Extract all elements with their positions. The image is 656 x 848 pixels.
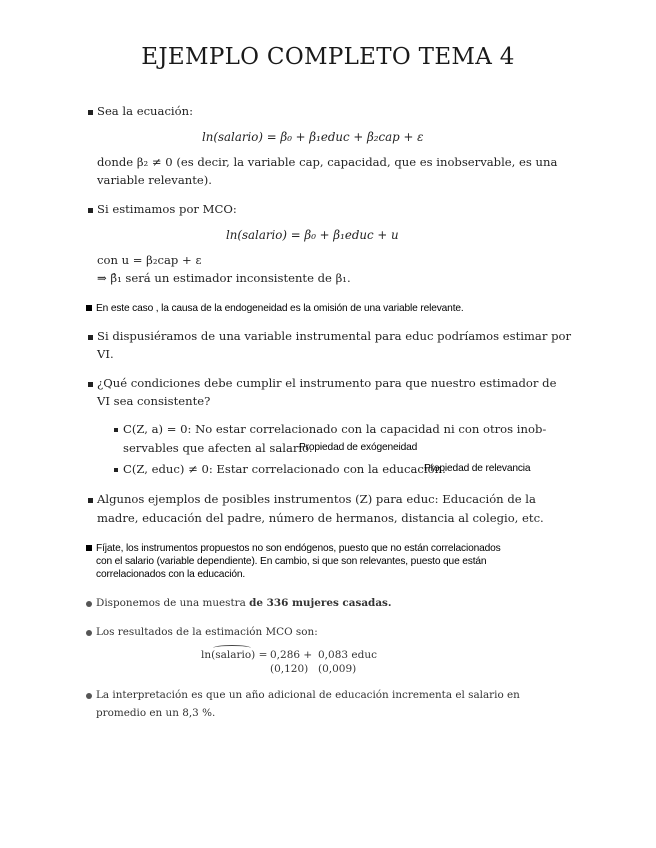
b6-line1: Algunos ejemplos de posibles instrumentos (Z) para educ: Educación de la (97, 492, 536, 506)
b8-text (96, 595, 392, 611)
document-title: EJEMPLO COMPLETO TEMA 4 (141, 44, 515, 70)
b9-coef2: 0,083 educ (318, 649, 377, 661)
b1-line2: variable relevante). (97, 173, 212, 187)
b2-equation: ln(salario) = β₀ + β₁educ + u (226, 228, 399, 242)
b5-line1: ¿Qué condiciones debe cumplir el instrumento para que nuestro estimador de (97, 376, 557, 390)
bullet-marker (88, 335, 93, 340)
b1-equation: ln(salario) = β₀ + β₁educ + β₂cap + ε (202, 130, 424, 144)
bullet-marker (86, 693, 92, 699)
b1-line1: donde β₂ ≠ 0 (es decir, la variable cap, capacidad, que es inobservable, es una (97, 155, 558, 169)
bullet-marker (86, 601, 92, 607)
b7-line1: Fíjate, los instrumentos propuestos no son endógenos, puesto que no están correlacionados (96, 543, 501, 554)
bullet-marker (86, 305, 92, 311)
bullet-marker (86, 630, 92, 636)
b3-text: En este caso , la causa de la endogeneidad es la omisión de una variable relevante. (96, 303, 464, 314)
b7-line3: correlacionados con la educación. (96, 569, 246, 580)
sub-bullet-marker (114, 428, 118, 432)
b7-line2: con el salario (variable dependiente). En cambio, si que son relevantes, puesto que están (96, 556, 487, 567)
bullet-marker (88, 498, 93, 503)
b9-text: Los resultados de la estimación MCO son: (96, 626, 318, 638)
b5-sub1-note: Propiedad de exógeneidad (299, 442, 418, 453)
b4-line1: Si dispusiéramos de una variable instrumental para educ podríamos estimar por (97, 329, 572, 343)
b5-line2: VI sea consistente? (97, 394, 211, 408)
b2-line2: ⇒ β̂₁ será un estimador inconsistente de β₁. (97, 271, 351, 285)
b9-se1: (0,120) (270, 663, 309, 675)
b9-lhs: ln(salario) = (201, 649, 268, 661)
b9-se2: (0,009) (318, 663, 357, 675)
b4-line2: VI. (97, 347, 114, 361)
b9-coef1: 0,286 + (270, 649, 313, 661)
b10-line2: promedio en un 8,3 %. (96, 707, 216, 719)
b2-line1: con u = β₂cap + ε (97, 253, 202, 267)
b9-hat-mark (213, 645, 251, 651)
b2-text: Si estimamos por MCO: (97, 202, 237, 216)
b5-sub2-line1: C(Z, educ) ≠ 0: Estar correlacionado con la educación. (123, 462, 446, 476)
b1-text: Sea la ecuación: (97, 104, 193, 118)
b5-sub2-note: Propiedad de relevancia (424, 463, 531, 474)
sub-bullet-marker (114, 468, 118, 472)
bullet-marker (88, 208, 93, 213)
b8-text-plain: Disponemos de una muestra (96, 597, 246, 609)
b5-sub1-line1: C(Z, a) = 0: No estar correlacionado con la capacidad ni con otros inob- (123, 422, 547, 436)
b5-sub1-line2: servables que afecten al salario. (123, 441, 313, 455)
b6-line2: madre, educación del padre, número de hermanos, distancia al colegio, etc. (97, 511, 544, 525)
b8-text-bold: de 336 mujeres casadas. (249, 597, 392, 609)
bullet-marker (86, 545, 92, 551)
bullet-marker (88, 110, 93, 115)
b10-line1: La interpretación es que un año adicional de educación incrementa el salario en (96, 689, 520, 701)
bullet-marker (88, 382, 93, 387)
